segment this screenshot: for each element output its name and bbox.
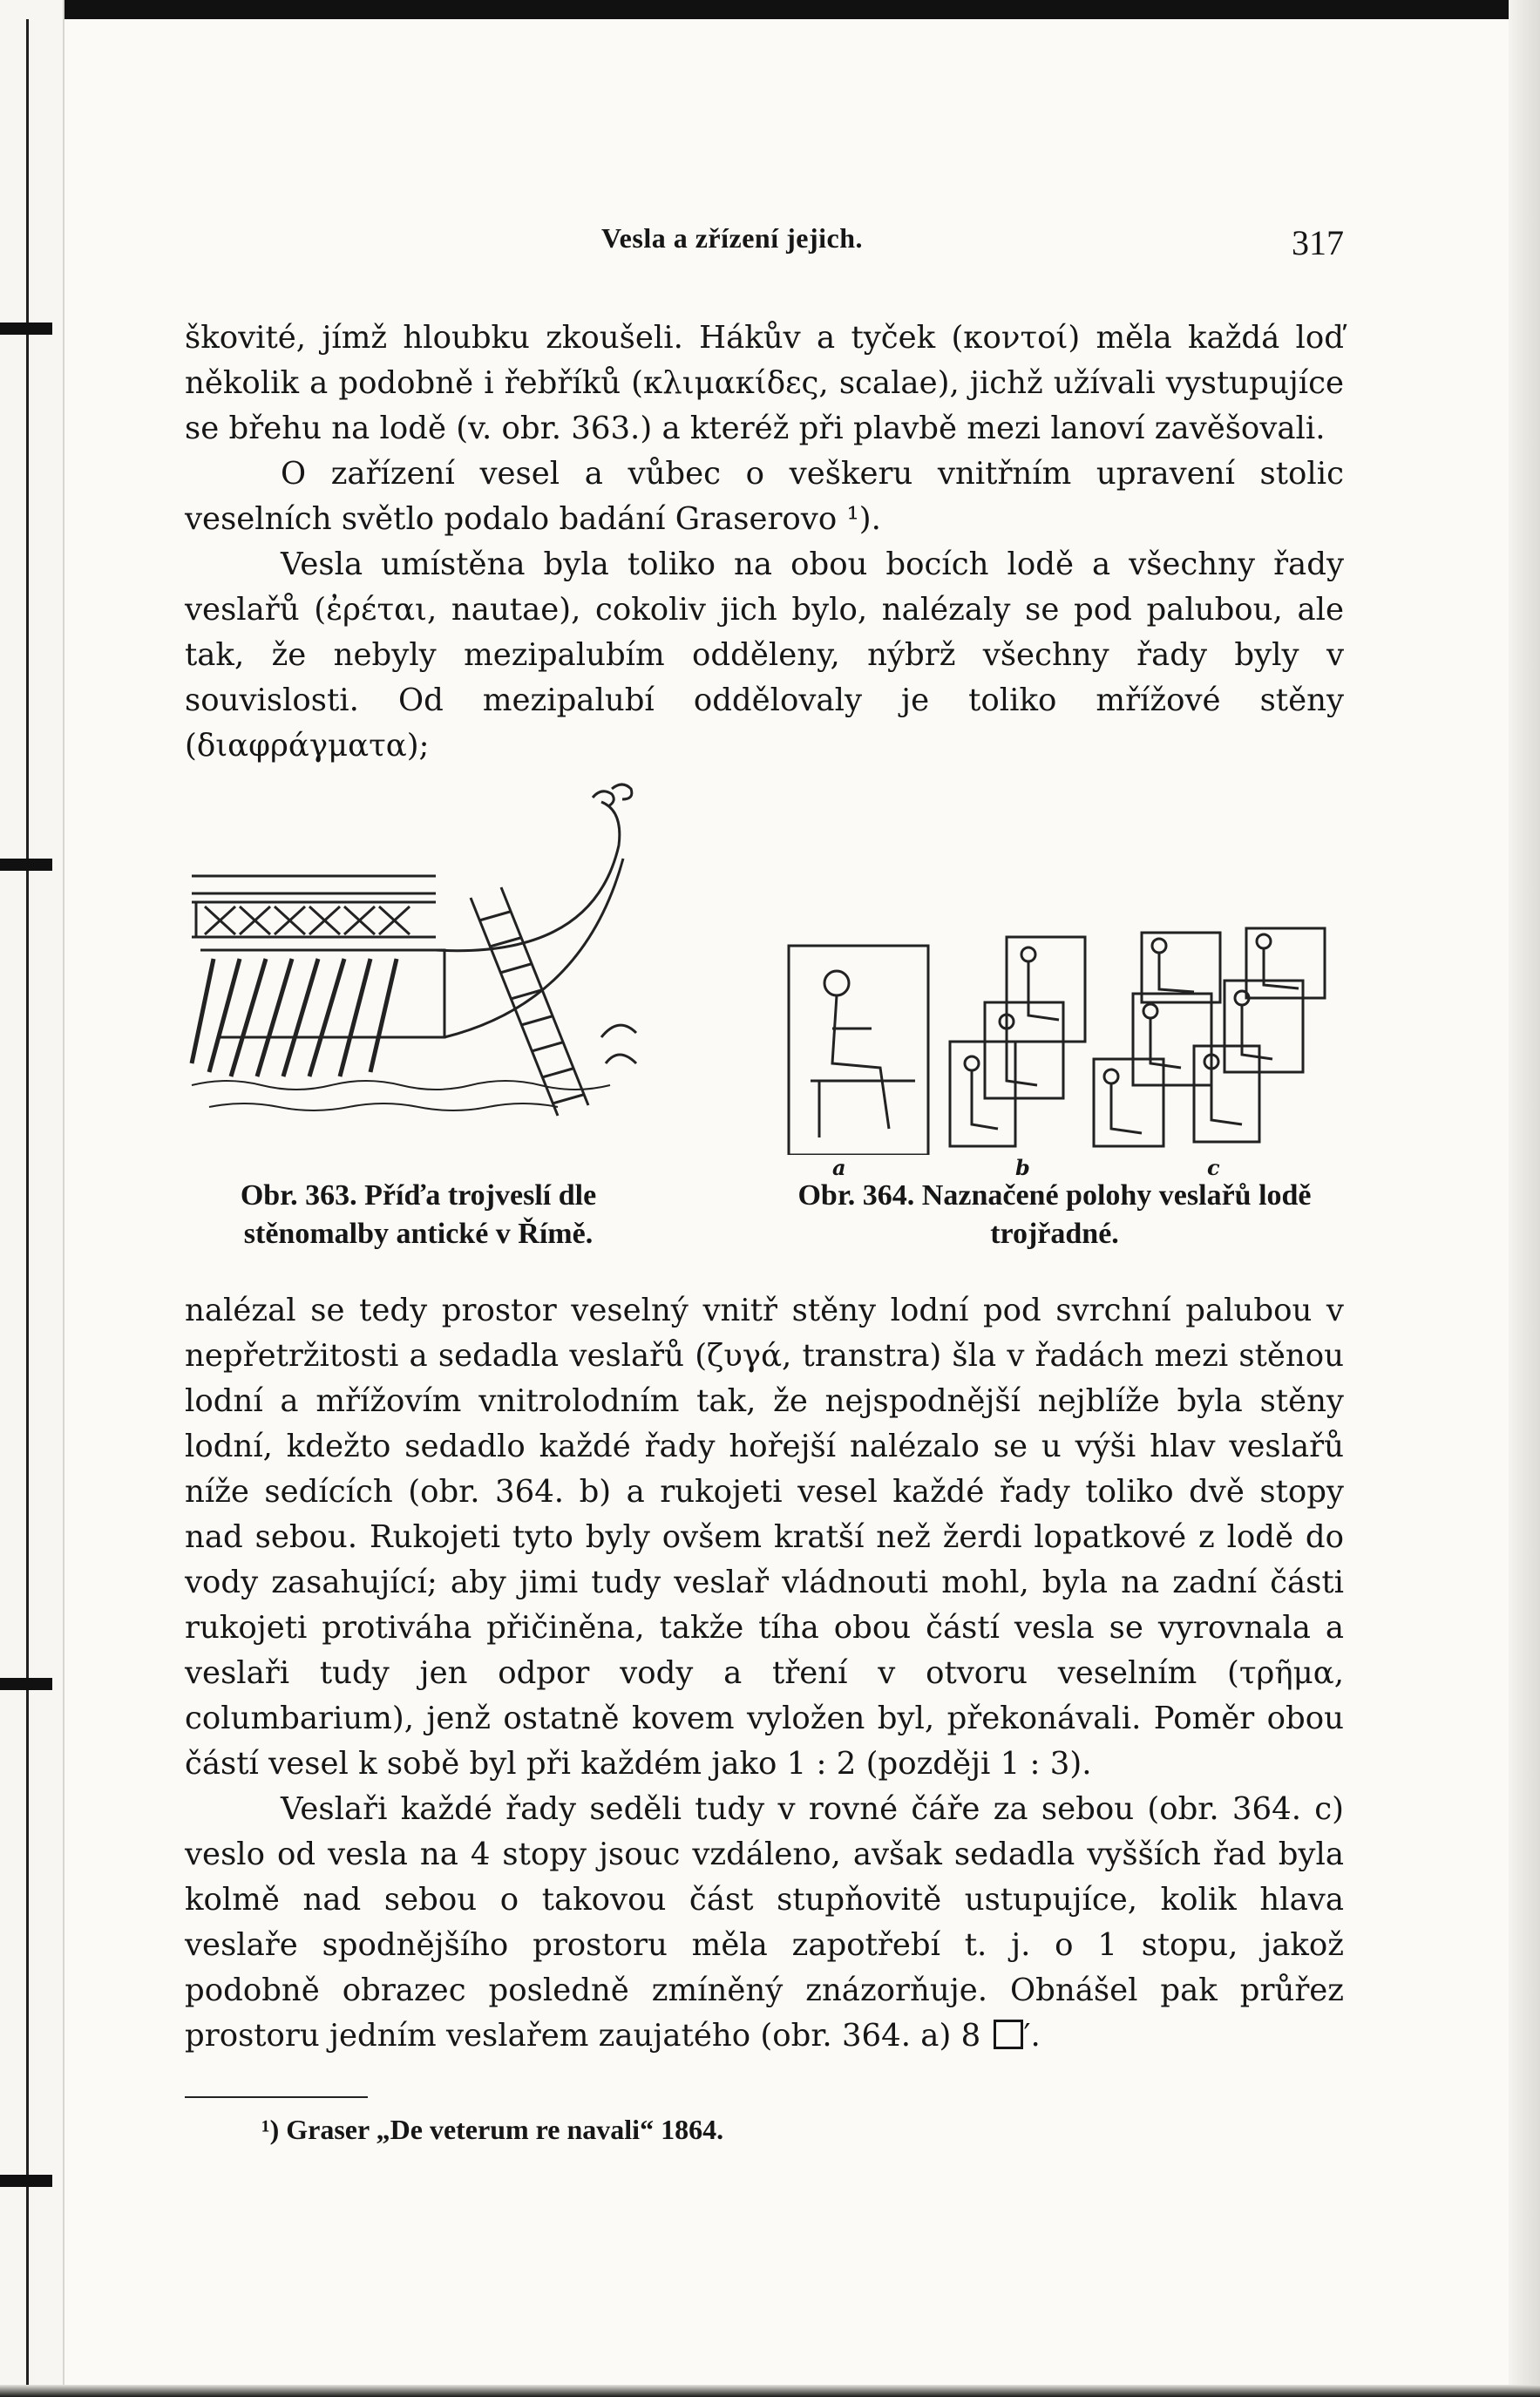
paragraph: O zařízení vesel a vůbec o veškeru vnitřním upravení stolic veselních světlo podalo badání Graserovo ¹).	[185, 456, 1344, 537]
page-left-margin	[0, 0, 64, 2397]
figure-364-label-a: a	[832, 1155, 846, 1180]
square-suffix: ′.	[1023, 2018, 1041, 2054]
footnote-rule	[185, 2096, 368, 2098]
page-right-edge	[1509, 0, 1540, 2397]
paragraph: nalézal se tedy prostor veselný vnitř stěny lodní pod svrchní palubou v nepřetržitosti a sedadla veslařů (ζυγά, transtra) šla v řadách mezi stěnou lodní a mřížovím vnitrolodním tak, že nejspodnější nejblíže byla stěny lodní, kdežto sedadlo každé řady hořejší nalézalo se u výši hlav veslařů níže sedících (obr. 364. b) a rukojeti vesel každé řady toliko dvě stopy nad sebou. Rukojeti tyto byly ovšem kratší než žerdi lopatkové z lodě do vody zasahující; aby jimi tudy veslař vládnouti mohl, byla na zadní části rukojeti protiváha přičiněna, takže tíha obou částí vesla se vyrovnala a veslaři tudy jen odpor vody a tření v otvoru veselním (τρῆμα, columbarium), jenž ostatně kovem vyložen byl, překonávali. Poměr obou částí vesel k sobě byl při každém jako 1 : 2 (později 1 : 3).	[185, 1293, 1344, 1782]
paragraph: škovité, jímž hloubku zkoušeli. Hákův a tyček (κοντοί) měla každá loď několik a podobně i řebříků (κλιμακίδες, scalae), jichž užívali vystupujíce se břehu na lodě (v. obr. 363.) a kteréž při plavbě mezi lanoví zavěšovali.	[185, 320, 1344, 446]
figure-363-ship-prow	[183, 776, 654, 1151]
running-title: Vesla a zřízení jejich.	[601, 222, 864, 254]
figure-364-caption	[741, 1177, 1368, 1253]
figure-364-label-b: b	[1015, 1155, 1030, 1180]
caption-line: stěnomalby antické v Římě.	[243, 1218, 594, 1250]
paragraph-text: Veslaři každé řady seděli tudy v rovné čáře za sebou (obr. 364. c) veslo od vesla na 4 stopy jsouc vzdáleno, avšak sedadla vyšších řad byla kolmě nad sebou o takovou část stupňovitě ustupujíce, kolik hlava veslaře spodnějšího prostoru měla zapotřebí t. j. o 1 stopu, jakož podobně obrazec posledně zmíněný znázorňuje. Obnášel pak průřez prostoru jedním veslařem zaujatého (obr. 364. a) 8	[185, 1791, 1344, 2054]
binding-mark	[0, 859, 52, 871]
binding-mark	[0, 2175, 52, 2187]
trireme-prow-illustration	[183, 776, 654, 1151]
text-block-top	[185, 316, 1344, 769]
text-block-bottom	[185, 1288, 1344, 2059]
page-bottom-edge	[0, 2385, 1540, 2397]
page-number: 317	[1292, 223, 1344, 262]
caption-line: trojřadné.	[990, 1218, 1119, 1250]
binding-mark	[0, 323, 52, 335]
paragraph: Vesla umístěna byla toliko na obou bocích lodě a všechny řady veslařů (ἐρέται, nautae), cokoliv jich bylo, nalézaly se pod palubou, ale tak, že nebyly mezipalubím odděleny, nýbrž všechny řady byly v souvislosti. Od mezipalubí oddělovaly je toliko mřížové stěny (διαφράγματα);	[185, 547, 1344, 764]
rower-positions-illustration	[784, 915, 1342, 1155]
figure-364-rower-positions	[784, 915, 1342, 1155]
square-foot-symbol	[994, 2020, 1023, 2049]
footnote: ¹) Graser „De veterum re navali“ 1864.	[261, 2114, 724, 2145]
page-top-edge	[0, 0, 1540, 19]
figure-363-caption	[183, 1177, 654, 1253]
caption-line: Obr. 364. Naznačené polohy veslařů lodě	[797, 1179, 1312, 1212]
binding-mark	[0, 1678, 52, 1690]
binding-line	[26, 19, 29, 2397]
paragraph	[185, 1787, 1344, 2059]
figure-364-label-c: c	[1207, 1155, 1220, 1180]
page-header	[0, 222, 1540, 275]
caption-line: Obr. 363. Příďa trojveslí dle	[240, 1179, 597, 1212]
